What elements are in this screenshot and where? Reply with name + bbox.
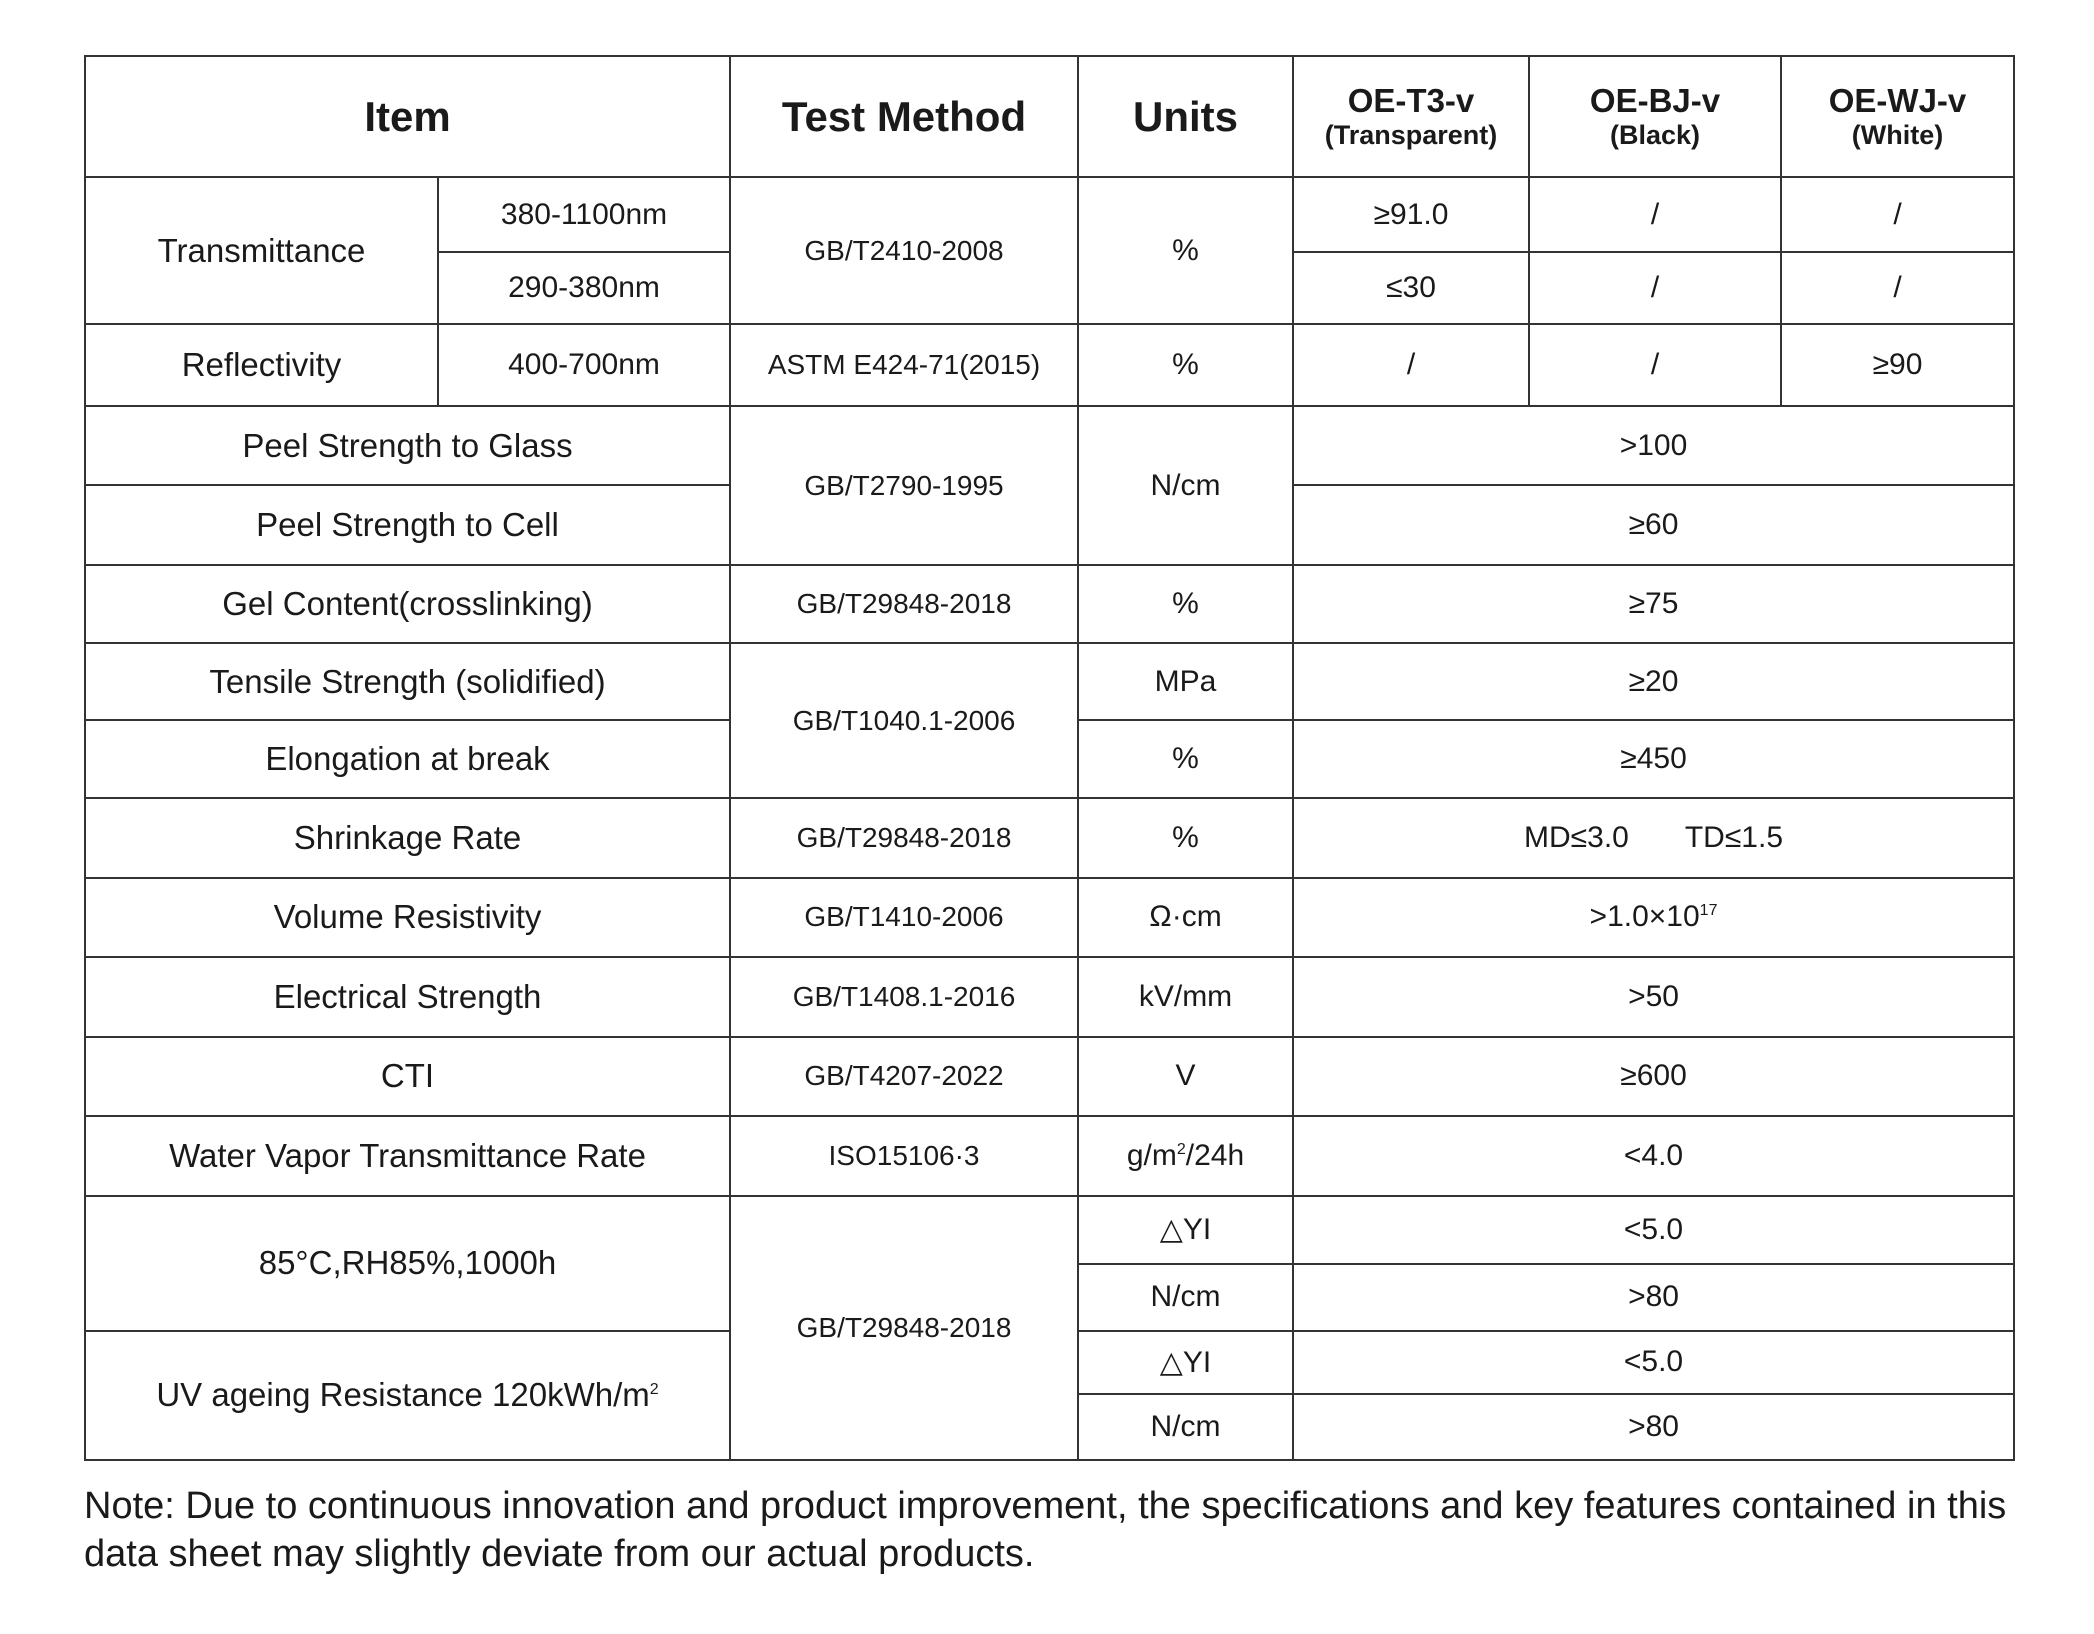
value-all-grades <box>1293 798 2014 877</box>
header-grade-black <box>1529 56 1781 177</box>
unit: N/cm <box>1078 1264 1293 1331</box>
test-method: GB/T29848-2018 <box>730 798 1078 877</box>
value-transparent: ≥91.0 <box>1293 177 1529 252</box>
grade-code: OE-BJ-v <box>1589 82 1721 120</box>
header-grade-white <box>1781 56 2014 177</box>
value-transparent: / <box>1293 324 1529 406</box>
table-row <box>85 565 2014 643</box>
grade-variant: (White) <box>1851 119 1944 150</box>
table-row <box>85 1196 2014 1264</box>
grade-code: OE-WJ-v <box>1828 82 1967 120</box>
item-electrical-strength: Electrical Strength <box>85 957 730 1037</box>
grade-code: OE-T3-v <box>1347 82 1475 120</box>
table-row <box>85 177 2014 252</box>
unit: % <box>1078 565 1293 643</box>
test-method: ISO15106·3 <box>730 1116 1078 1196</box>
item-volume-resistivity: Volume Resistivity <box>85 878 730 957</box>
item-wvtr: Water Vapor Transmittance Rate <box>85 1116 730 1196</box>
table-row <box>85 878 2014 957</box>
unit: △YI <box>1078 1196 1293 1264</box>
test-method: GB/T29848-2018 <box>730 565 1078 643</box>
grade-variant: (Transparent) <box>1324 119 1498 150</box>
value-all-grades: >50 <box>1293 957 2014 1037</box>
unit: N/cm <box>1078 1394 1293 1460</box>
item-cti: CTI <box>85 1037 730 1116</box>
value-white: / <box>1781 177 2014 252</box>
wavelength-range: 290-380nm <box>438 252 730 324</box>
value-all-grades: ≥60 <box>1293 485 2014 565</box>
unit <box>1078 1116 1293 1196</box>
test-method: GB/T1408.1-2016 <box>730 957 1078 1037</box>
unit: N/cm <box>1078 406 1293 565</box>
value-all-grades <box>1293 878 2014 957</box>
grade-variant: (Black) <box>1610 119 1701 150</box>
value-all-grades: <5.0 <box>1293 1331 2014 1394</box>
value-black: / <box>1529 252 1781 324</box>
value-all-grades: ≥450 <box>1293 720 2014 798</box>
item-uv-ageing <box>85 1331 730 1460</box>
uv-item-exponent: 2 <box>649 1381 659 1399</box>
value-transparent: ≤30 <box>1293 252 1529 324</box>
table-row <box>85 324 2014 406</box>
disclaimer-note: Note: Due to continuous innovation and product improvement, the specifications and key features contained in this data sheet may slightly deviate from our actual products. <box>84 1485 2007 1575</box>
specification-table <box>84 55 2015 1461</box>
item-peel-glass: Peel Strength to Glass <box>85 406 730 485</box>
value-all-grades: >80 <box>1293 1394 2014 1460</box>
item-elongation: Elongation at break <box>85 720 730 798</box>
unit: Ω·cm <box>1078 878 1293 957</box>
unit: △YI <box>1078 1331 1293 1394</box>
value-all-grades: ≥75 <box>1293 565 2014 643</box>
table-row <box>85 957 2014 1037</box>
header-test-method: Test Method <box>730 56 1078 177</box>
table-row <box>85 406 2014 485</box>
item-transmittance: Transmittance <box>85 177 438 324</box>
wavelength-range: 400-700nm <box>438 324 730 406</box>
test-method: GB/T2790-1995 <box>730 406 1078 565</box>
test-method: ASTM E424-71(2015) <box>730 324 1078 406</box>
value-all-grades: <4.0 <box>1293 1116 2014 1196</box>
uv-item-base: UV ageing Resistance 120kWh/m <box>156 1376 650 1414</box>
table-row <box>85 643 2014 720</box>
item-damp-heat: 85°C,RH85%,1000h <box>85 1196 730 1331</box>
unit: kV/mm <box>1078 957 1293 1037</box>
unit-exponent: 2 <box>1176 1140 1186 1158</box>
unit: % <box>1078 720 1293 798</box>
test-method: GB/T2410-2008 <box>730 177 1078 324</box>
value-all-grades: ≥20 <box>1293 643 2014 720</box>
item-shrinkage: Shrinkage Rate <box>85 798 730 877</box>
test-method: GB/T29848-2018 <box>730 1196 1078 1460</box>
value-base: >1.0×10 <box>1589 900 1700 934</box>
wavelength-range: 380-1100nm <box>438 177 730 252</box>
unit: % <box>1078 324 1293 406</box>
test-method: GB/T4207-2022 <box>730 1037 1078 1116</box>
value-all-grades: >100 <box>1293 406 2014 485</box>
item-gel-content: Gel Content(crosslinking) <box>85 565 730 643</box>
value-all-grades: >80 <box>1293 1264 2014 1331</box>
value-white: / <box>1781 252 2014 324</box>
unit-tail: /24h <box>1185 1138 1245 1172</box>
shrinkage-td: TD≤1.5 <box>1684 820 1784 854</box>
unit-base: g/m <box>1126 1138 1177 1172</box>
test-method: GB/T1410-2006 <box>730 878 1078 957</box>
value-exponent: 17 <box>1699 902 1718 920</box>
value-all-grades: <5.0 <box>1293 1196 2014 1264</box>
value-black: / <box>1529 324 1781 406</box>
value-white: ≥90 <box>1781 324 2014 406</box>
unit: V <box>1078 1037 1293 1116</box>
item-peel-cell: Peel Strength to Cell <box>85 485 730 565</box>
header-grade-transparent <box>1293 56 1529 177</box>
item-tensile-strength: Tensile Strength (solidified) <box>85 643 730 720</box>
header-item: Item <box>85 56 730 177</box>
header-row <box>85 56 2014 177</box>
unit: % <box>1078 798 1293 877</box>
table-row <box>85 798 2014 877</box>
shrinkage-md: MD≤3.0 <box>1524 820 1629 854</box>
unit: % <box>1078 177 1293 324</box>
value-all-grades: ≥600 <box>1293 1037 2014 1116</box>
test-method: GB/T1040.1-2006 <box>730 643 1078 798</box>
unit: MPa <box>1078 643 1293 720</box>
value-black: / <box>1529 177 1781 252</box>
table-row <box>85 1037 2014 1116</box>
table-row <box>85 1116 2014 1196</box>
item-reflectivity: Reflectivity <box>85 324 438 406</box>
header-units: Units <box>1078 56 1293 177</box>
